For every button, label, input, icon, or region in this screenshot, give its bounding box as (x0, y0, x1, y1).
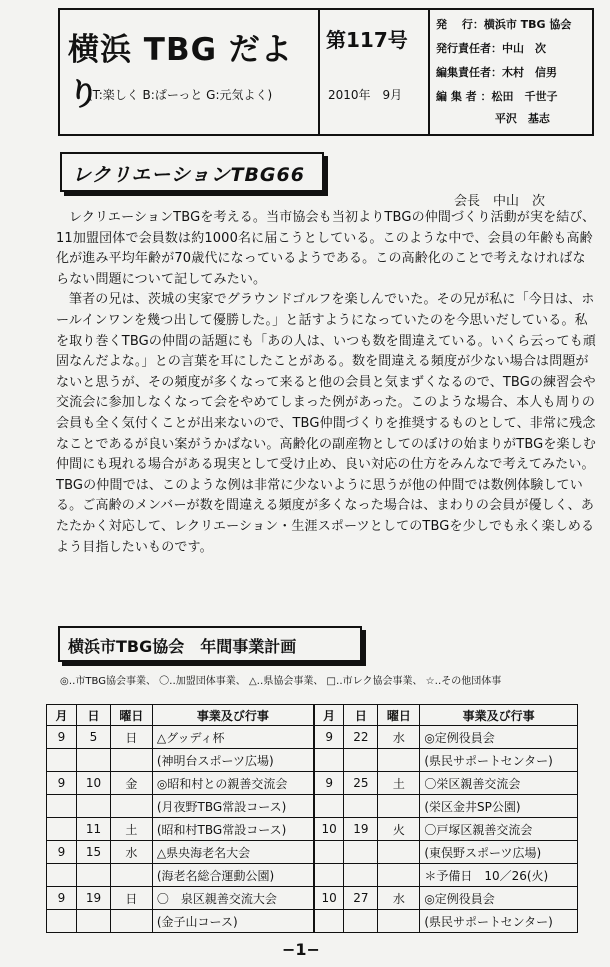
cell-weekday: 日 (110, 726, 152, 749)
cell-day: 27 (344, 887, 378, 910)
cell-month (47, 818, 77, 841)
cell-event: (東俣野スポーツ広場) (420, 841, 578, 864)
cell-month (314, 749, 344, 772)
header-event: 事業及び行事 (420, 705, 578, 726)
cell-event: (県民サポートセンター) (420, 910, 578, 933)
cell-event: 〇 泉区親善交流大会 (152, 887, 314, 910)
cell-month (47, 749, 77, 772)
cell-event: (県民サポートセンター) (420, 749, 578, 772)
cell-day: 22 (344, 726, 378, 749)
cell-weekday (378, 864, 420, 887)
cell-month (314, 864, 344, 887)
cell-event: (栄区金井SP公園) (420, 795, 578, 818)
cell-day: 19 (76, 887, 110, 910)
cell-weekday (110, 910, 152, 933)
header-day: 日 (344, 705, 378, 726)
cell-weekday: 火 (378, 818, 420, 841)
cell-month (47, 795, 77, 818)
cell-day (76, 795, 110, 818)
cell-event: ◎定例役員会 (420, 887, 578, 910)
cell-month (47, 910, 77, 933)
table-row (47, 726, 578, 749)
publisher-line: 発行責任者：中山 次 (436, 42, 546, 55)
cell-event: ◎昭和村との親善交流会 (152, 772, 314, 795)
newsletter-title: 横浜 TBG だより (68, 32, 293, 113)
cell-day: 11 (76, 818, 110, 841)
cell-weekday: 土 (378, 772, 420, 795)
cell-month: 9 (47, 841, 77, 864)
header-day: 日 (76, 705, 110, 726)
cell-event: △県央海老名大会 (152, 841, 314, 864)
cell-weekday (378, 841, 420, 864)
cell-day (76, 864, 110, 887)
cell-event: 〇戸塚区親善交流会 (420, 818, 578, 841)
newsletter-subtitle: (T:楽しく B:ぱーっと G:元気よく) (88, 88, 273, 102)
cell-month (47, 864, 77, 887)
cell-event: (月夜野TBG常設コース) (152, 795, 314, 818)
cell-event: 〇栄区親善交流会 (420, 772, 578, 795)
article-heading-box (60, 152, 324, 192)
cell-day (344, 910, 378, 933)
cell-month: 9 (47, 772, 77, 795)
masthead-issue-box (320, 10, 430, 134)
cell-weekday: 水 (378, 887, 420, 910)
cell-event: (神明台スポーツ広場) (152, 749, 314, 772)
issue-date: 2010年 9月 (328, 88, 403, 102)
article-paragraph: レクリエーションTBGを考える。当市協会も当初よりTBGの仲間づくり活動が実を結び、11加盟団体で会員数は約1000名に届こうとしている。このような中で、会員の年齢も高齢化が進み平均年齢が70歳代になっているようである。この高齢化のことで考えなければならない問題について記してみたい。 (56, 210, 596, 287)
plan-heading-box (58, 626, 362, 662)
cell-month (314, 795, 344, 818)
table-row (47, 910, 578, 933)
article-heading: レクリエーションTBG66 (72, 164, 305, 186)
cell-weekday: 土 (110, 818, 152, 841)
cell-weekday (378, 795, 420, 818)
cell-event: ◎定例役員会 (420, 726, 578, 749)
cell-day (76, 910, 110, 933)
cell-event: △グッディ杯 (152, 726, 314, 749)
header-month: 月 (47, 705, 77, 726)
page-number: −1− (282, 940, 320, 959)
cell-day (344, 841, 378, 864)
cell-day: 5 (76, 726, 110, 749)
cell-weekday (378, 910, 420, 933)
cell-month (314, 841, 344, 864)
cell-day (344, 864, 378, 887)
cell-event: (昭和村TBG常設コース) (152, 818, 314, 841)
cell-month: 10 (314, 887, 344, 910)
cell-weekday: 金 (110, 772, 152, 795)
table-row (47, 864, 578, 887)
cell-day (344, 749, 378, 772)
cell-day: 15 (76, 841, 110, 864)
article-body (56, 208, 596, 558)
cell-day: 10 (76, 772, 110, 795)
masthead (58, 8, 594, 136)
cell-event: ＊予備日 10／26(火) (420, 864, 578, 887)
header-event: 事業及び行事 (152, 705, 314, 726)
cell-weekday (110, 864, 152, 887)
cell-month: 10 (314, 818, 344, 841)
header-month: 月 (314, 705, 344, 726)
cell-month: 9 (314, 726, 344, 749)
table-row (47, 818, 578, 841)
cell-weekday (110, 795, 152, 818)
table-row (47, 841, 578, 864)
cell-weekday: 水 (378, 726, 420, 749)
cell-weekday: 日 (110, 887, 152, 910)
cell-month: 9 (314, 772, 344, 795)
issue-number: 第117号 (326, 28, 408, 52)
cell-event: (海老名総合運動公園) (152, 864, 314, 887)
table-row (47, 772, 578, 795)
publisher-line: 編集責任者：木村 信男 (436, 66, 557, 79)
cell-month: 9 (47, 887, 77, 910)
article-paragraph: 筆者の兄は、茨城の実家でグラウンドゴルフを楽しんでいた。その兄が私に「今日は、ホールインワンを幾つ出して優勝した。」と話すようになっていたのを今思いだしている。私を取り巻くTBGの仲間の話題にも「あの人は、いつも数を間違えている。いくら云っても頑固なんだよな。」との言葉を耳にしたことがある。数を間違える頻度が少ない場合は問題がないと思うが、その頻度が多くなって来ると他の会員と気まずくなるので、TBGの練習会や交流会に参加しなくなって会をやめてしまった例があった。このような場合、本人も周りの会員も全く気付くことが出来ないので、TBG仲間づくりを推奨するものとして、非常に残念なことであるが良い案がうかばない。高齢化の副産物としてのぼけの始まりがTBGを楽しむ仲間にも現れる場合がある現実として受け止め、良い対応の仕方をみんなで考えてみたい。TBGの仲間では、このような例は非常に少ないように思うが他の仲間では数例体験している。ご高齢のメンバーが数を間違える頻度が多くなった場合は、まわりの会員が優しく、あたたかく対応して、レクリエーション・生涯スポーツとしてのTBGを少しでも永く楽しめるよう目指したいものです。 (56, 292, 597, 555)
cell-month (314, 910, 344, 933)
cell-day (344, 795, 378, 818)
header-weekday: 曜日 (378, 705, 420, 726)
publisher-line: 編 集 者 ：松田 千世子 (436, 90, 558, 103)
cell-day: 19 (344, 818, 378, 841)
cell-weekday (110, 749, 152, 772)
plan-legend: ◎‥市TBG協会事業、 〇‥加盟団体事業、 △‥県協会事業、 □‥市レク協会事業、 ☆‥その他団体事 (60, 676, 502, 687)
cell-day: 25 (344, 772, 378, 795)
table-header-row (47, 705, 578, 726)
cell-event: (金子山コース) (152, 910, 314, 933)
publisher-line: 発 行：横浜市 TBG 協会 (436, 18, 572, 31)
masthead-publisher-info (430, 10, 592, 134)
cell-day (76, 749, 110, 772)
table-row (47, 749, 578, 772)
masthead-title-box (60, 10, 320, 134)
cell-weekday: 水 (110, 841, 152, 864)
cell-weekday (378, 749, 420, 772)
plan-heading: 横浜市TBG協会 年間事業計画 (68, 637, 297, 656)
header-weekday: 曜日 (110, 705, 152, 726)
annual-plan-table (46, 704, 578, 933)
table-row (47, 887, 578, 910)
cell-month: 9 (47, 726, 77, 749)
publisher-line: 平沢 基志 (436, 112, 550, 125)
article-author: 会長 中山 次 (454, 194, 546, 209)
table-row (47, 795, 578, 818)
